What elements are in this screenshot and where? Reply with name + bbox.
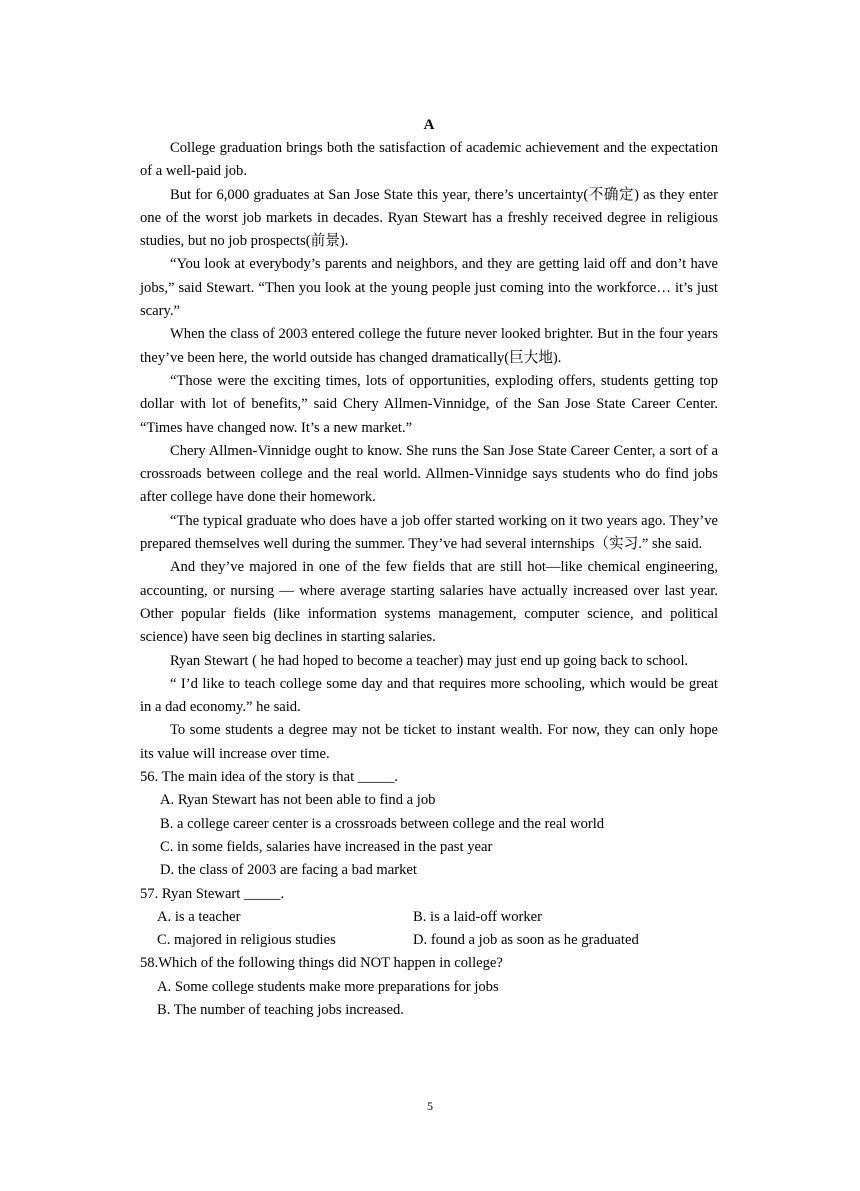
paragraph: College graduation brings both the satisfaction of academic achievement and the expectation of a well-paid job. xyxy=(140,140,718,180)
question-stem: 58.Which of the following things did NOT happen in college? xyxy=(140,955,503,972)
paragraph: To some students a degree may not be ticket to instant wealth. For now, they can only hope its value will increase over time. xyxy=(140,722,718,762)
page-number: 5 xyxy=(427,1099,433,1113)
paragraph: Chery Allmen-Vinnidge ought to know. She runs the San Jose State Career Center, a sort of a crossroads between college and the real world. Allmen-Vinnidge says students who do find jobs after college have done their homework. xyxy=(140,442,718,506)
option-d: D. found a job as soon as he graduated xyxy=(413,932,639,949)
option-b: B. The number of teaching jobs increased. xyxy=(157,1001,404,1018)
paragraph: “Those were the exciting times, lots of opportunities, exploding offers, students getting top dollar with lot of benefits,” said Chery Allmen-Vinnidge, of the San Jose State Career Center. “Times have changed now. It’s a new market.” xyxy=(140,372,718,436)
paragraph: Ryan Stewart ( he had hoped to become a teacher) may just end up going back to school. xyxy=(170,652,689,669)
question-stem: 56. The main idea of the story is that _____. xyxy=(140,769,398,786)
paragraph: “ I’d like to teach college some day and that requires more schooling, which would be great in a dad economy.” he said. xyxy=(140,675,718,716)
option-b: B. a college career center is a crossroads between college and the real world xyxy=(160,815,605,832)
option-b: B. is a laid-off worker xyxy=(413,908,543,925)
paragraph: “You look at everybody’s parents and neighbors, and they are getting laid off and don’t have jobs,” said Stewart. “Then you look at the young people just coming into the workforce… it’s just scary.” xyxy=(140,256,718,320)
option-row xyxy=(140,906,718,929)
option-a: A. Ryan Stewart has not been able to find a job xyxy=(160,792,436,809)
passage-heading: A xyxy=(423,117,435,133)
option-c: C. in some fields, salaries have increased in the past year xyxy=(160,838,493,855)
question-stem: 57. Ryan Stewart _____. xyxy=(140,885,285,902)
paragraph: But for 6,000 graduates at San Jose State this year, there’s uncertainty(不确定) as they enter one of the worst job markets in decades. Ryan Stewart has a freshly received degree in religious studies, but no job prospects(前景). xyxy=(140,186,718,250)
paragraph: “The typical graduate who does have a job offer started working on it two years ago. They’ve prepared themselves well during the summer. They’ve had several internships（实习.” she said. xyxy=(140,512,718,553)
paragraph: And they’ve majored in one of the few fields that are still hot—like chemical engineering, accounting, or nursing — where average starting salaries have actually increased over last year. Other popular fields (like information systems management, computer science, and political science) have seen big declines in starting salaries. xyxy=(140,559,718,646)
option-row xyxy=(140,929,718,952)
question-56 xyxy=(140,766,718,882)
option-d: D. the class of 2003 are facing a bad market xyxy=(160,862,417,879)
question-58 xyxy=(140,952,718,1022)
document-body xyxy=(140,114,718,1022)
question-57 xyxy=(140,883,718,953)
option-a: A. is a teacher xyxy=(157,908,241,925)
option-c: C. majored in religious studies xyxy=(157,932,336,949)
paragraph: When the class of 2003 entered college the future never looked brighter. But in the four years they’ve been here, the world outside has changed dramatically(巨大地). xyxy=(140,326,718,366)
option-a: A. Some college students make more preparations for jobs xyxy=(157,978,499,995)
